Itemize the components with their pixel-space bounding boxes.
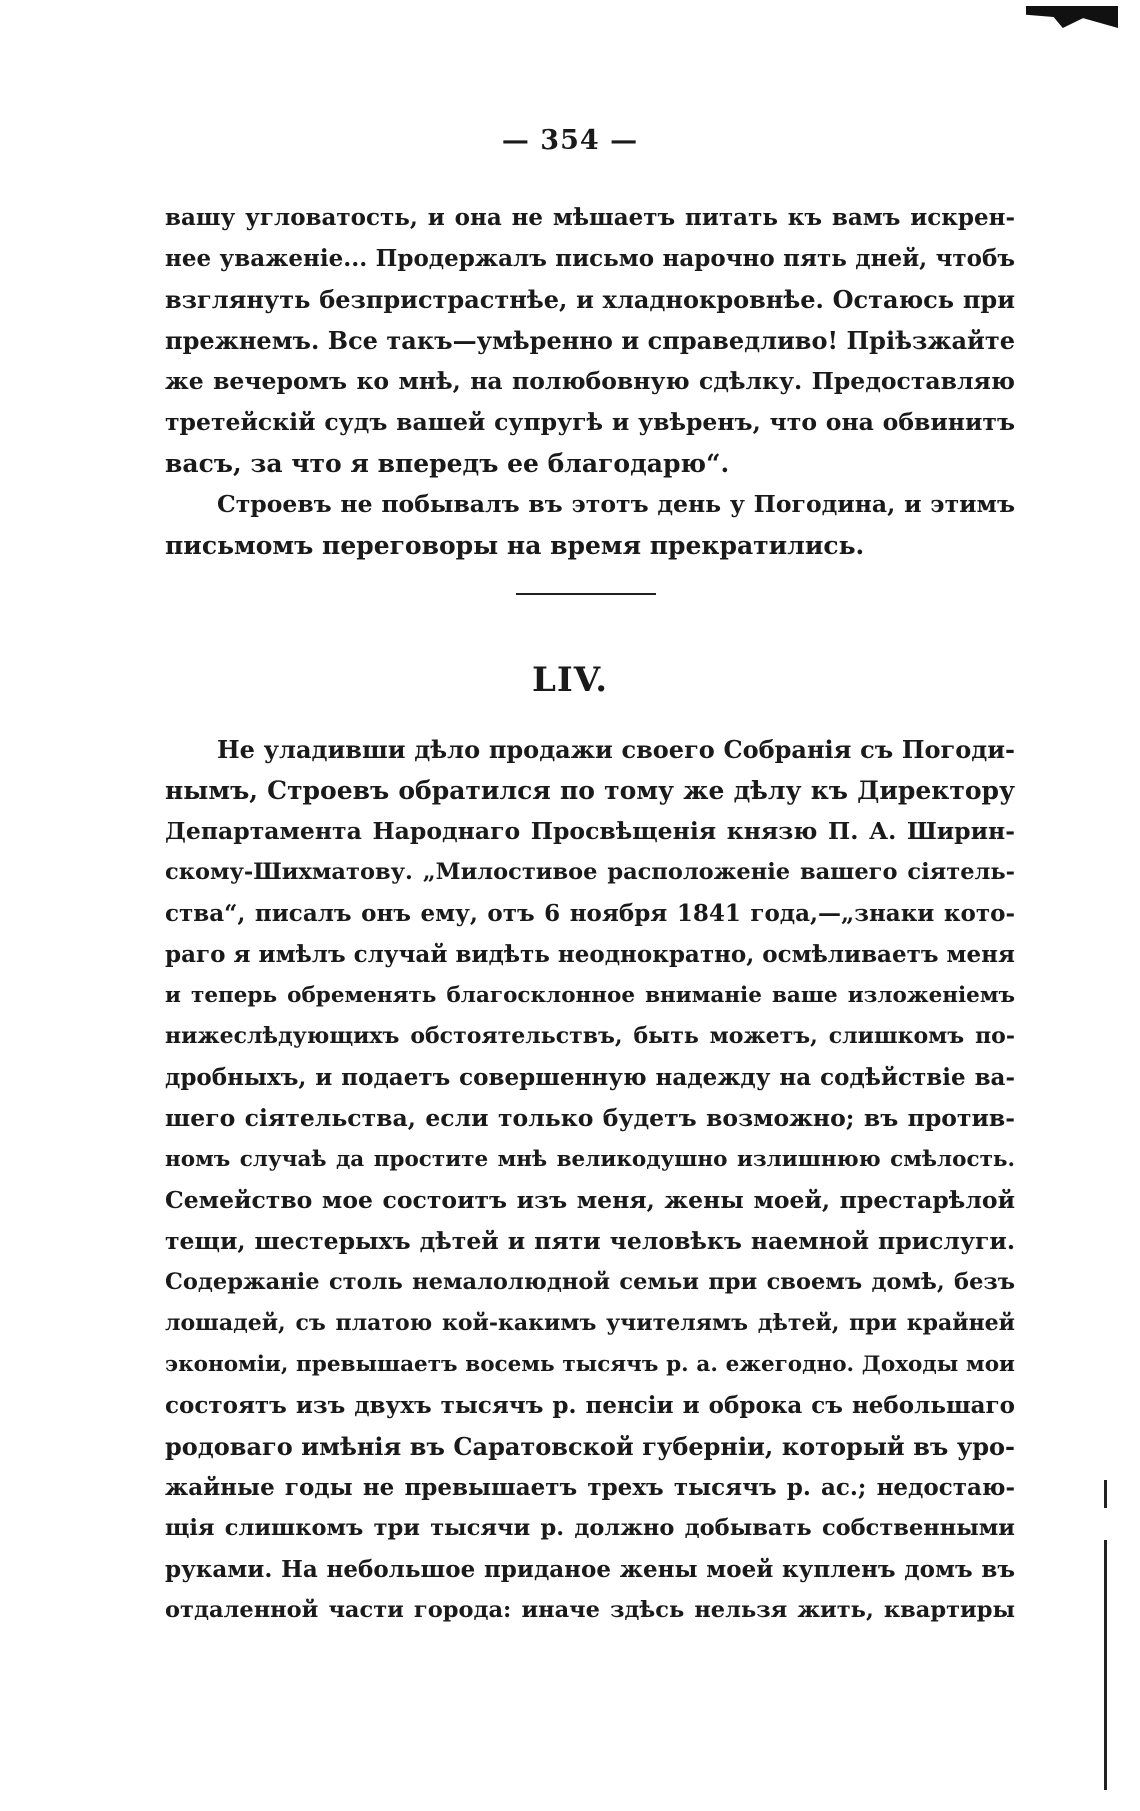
text-line: руками. На небольшое приданое жены моей купленъ домъ въ (165, 1556, 1015, 1583)
text-line: дробныхъ, и подаетъ совершенную надежду на содѣйствіе ва- (165, 1064, 1015, 1091)
text-line: взглянуть безпристрастнѣе, и хладнокровнѣе. Остаюсь при (165, 285, 1015, 314)
text-line: Содержаніе столь немалолюдной семьи при своемъ домѣ, безъ (165, 1269, 1015, 1295)
scan-edge-mark (1104, 1480, 1107, 1508)
text-line: раго я имѣлъ случай видѣть неоднократно, осмѣливаетъ меня (165, 941, 1015, 968)
text-line: скому-Шихматову. „Милостивое расположеніе вашего сіятель- (165, 859, 1015, 885)
paragraph-continuation (165, 197, 1015, 484)
text-line: состоятъ изъ двухъ тысячъ р. пенсіи и оброка съ небольшаго (165, 1392, 1015, 1419)
text-line: письмомъ переговоры на время прекратились. (165, 531, 865, 560)
text-line: экономіи, превышаетъ восемь тысячъ р. а. ежегодно. Доходы мои (165, 1352, 1015, 1377)
page-number: — 354 — (501, 125, 639, 156)
section-separator (516, 593, 656, 595)
text-line: и теперь обременять благосклонное вниманіе ваше изложеніемъ (165, 983, 1015, 1008)
text-line: нее уваженіе... Продержалъ письмо нарочно пять дней, чтобъ (165, 245, 1015, 272)
text-line: Департамента Народнаго Просвѣщенія князю П. А. Ширин- (165, 817, 1015, 845)
paragraph-closing (165, 484, 1015, 566)
text-line: лошадей, съ платою кой-какимъ учителямъ дѣтей, при крайней (165, 1310, 1015, 1336)
text-line: родоваго имѣнія въ Саратовской губерніи, который въ уро- (165, 1432, 1015, 1461)
text-line: прежнемъ. Все такъ—умѣренно и справедливо! Пріѣзжайте (165, 326, 1015, 355)
scan-edge-line (1104, 1540, 1107, 1790)
chapter-heading: LIV. (531, 660, 609, 700)
text-line: нымъ, Строевъ обратился по тому же дѣлу къ Директору (165, 776, 1015, 805)
text-line: нижеслѣдующихъ обстоятельствъ, быть можетъ, слишкомъ по- (165, 1023, 1015, 1049)
text-line: Не уладивши дѣло продажи своего Собранія съ Погоди- (217, 735, 1015, 764)
text-line: щія слишкомъ три тысячи р. должно добывать собственными (165, 1515, 1015, 1541)
text-line: номъ случаѣ да простите мнѣ великодушно излишнюю смѣлость. (165, 1147, 1015, 1172)
text-line: васъ, за что я впередъ ее благодарю“. (165, 449, 730, 478)
scan-corner-mark (1026, 6, 1118, 28)
text-line: ства“, писалъ онъ ему, отъ 6 ноября 1841 года,—„знаки кото- (165, 900, 1015, 927)
text-line: шего сіятельства, если только будетъ возможно; въ против- (165, 1104, 1015, 1132)
text-line: вашу угловатость, и она не мѣшаетъ питать къ вамъ искрен- (165, 204, 1015, 231)
chapter-body (165, 729, 1015, 1631)
text-line: же вечеромъ ко мнѣ, на полюбовную сдѣлку. Предоставляю (165, 367, 1015, 395)
text-line: Семейство мое состоитъ изъ меня, жены моей, престарѣлой (165, 1186, 1015, 1214)
text-line: Строевъ не побывалъ въ этотъ день у Погодина, и этимъ (217, 490, 1015, 518)
text-line: отдаленной части города: иначе здѣсь нельзя жить, квартиры (165, 1597, 1015, 1623)
text-line: жайные годы не превышаетъ трехъ тысячъ р. ас.; недостаю- (165, 1474, 1015, 1501)
text-line: тещи, шестерыхъ дѣтей и пяти человѣкъ наемной прислуги. (165, 1227, 1015, 1255)
text-line: третейскій судъ вашей супругѣ и увѣренъ, что она обвинитъ (165, 408, 1015, 436)
